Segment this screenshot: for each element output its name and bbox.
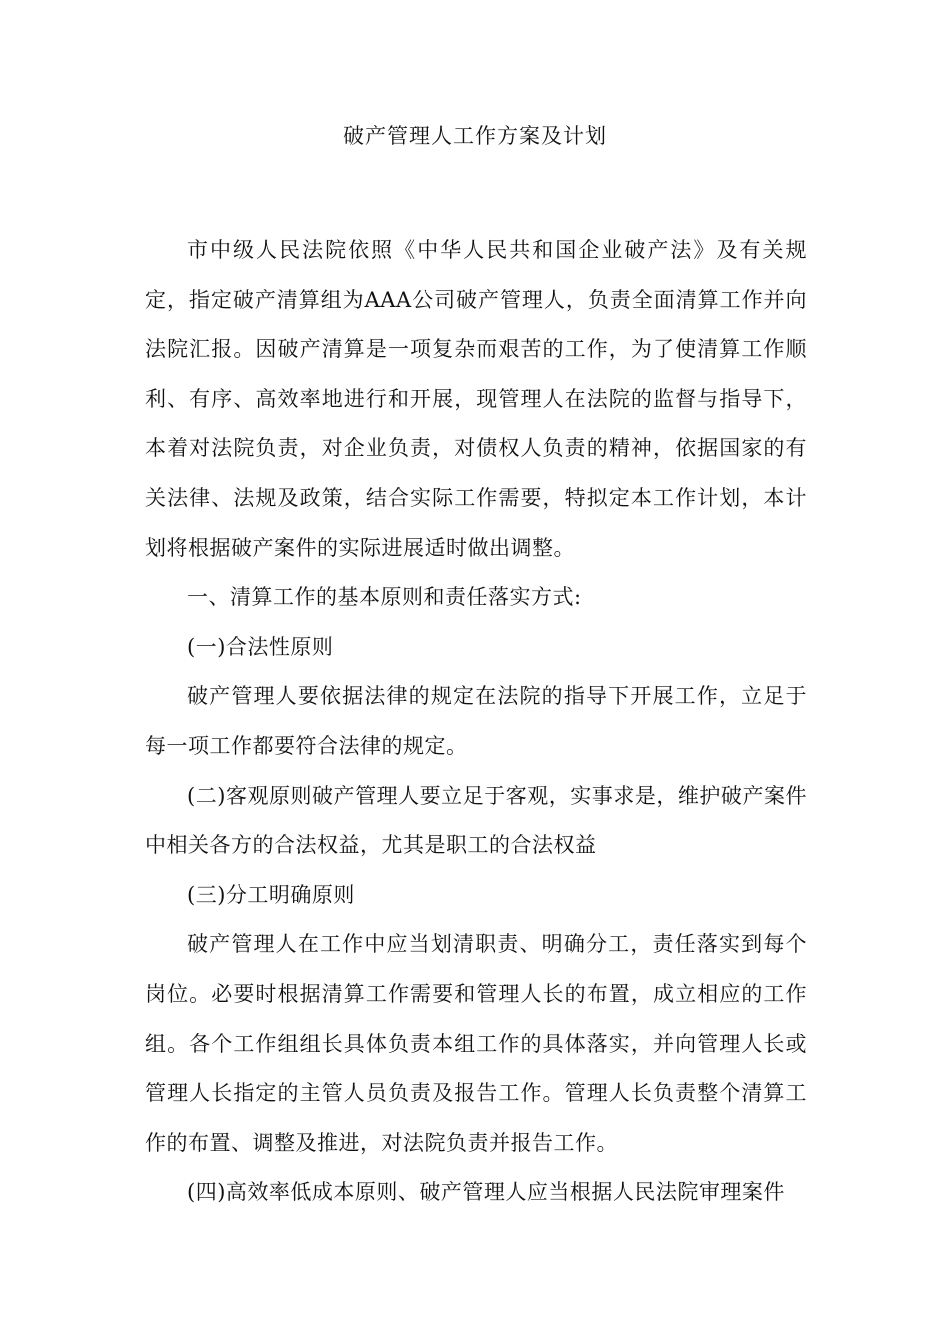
paragraph-efficiency: (四)高效率低成本原则、破产管理人应当根据人民法院审理案件 bbox=[187, 1180, 785, 1205]
subheading-legality: (一)合法性原则 bbox=[187, 634, 334, 659]
document-title: 破产管理人工作方案及计划 bbox=[343, 124, 607, 148]
paragraph-division-of-labor: 破产管理人在工作中应当划清职责、明确分工，责任落实到每个岗位。必要时根据清算工作需要和管理人长的布置，成立相应的工作组。各个工作组组长具体负责本组工作的具体落实，并向管理人长或管理人长指定的主管人员负责及报告工作。管理人长负责整个清算工作的布置、调整及推进，对法院负责并报告工作。 bbox=[145, 932, 807, 1155]
paragraph-legality: 破产管理人要依据法律的规定在法院的指导下开展工作，立足于每一项工作都要符合法律的规定。 bbox=[145, 684, 807, 758]
subheading-division-of-labor: (三)分工明确原则 bbox=[187, 882, 355, 907]
paragraph-intro: 市中级人民法院依照《中华人民共和国企业破产法》及有关规定，指定破产清算组为AAA公司破产管理人，负责全面清算工作并向法院汇报。因破产清算是一项复杂而艰苦的工作，为了使清算工作顺利、有序、高效率地进行和开展，现管理人在法院的监督与指导下，本着对法院负责，对企业负责，对债权人负责的精神，依据国家的有关法律、法规及政策，结合实际工作需要，特拟定本工作计划，本计划将根据破产案件的实际进展适时做出调整。 bbox=[145, 238, 807, 560]
paragraph-objectivity: (二)客观原则破产管理人要立足于客观，实事求是，维护破产案件中相关各方的合法权益，尤其是职工的合法权益 bbox=[145, 783, 807, 858]
document-body bbox=[145, 226, 807, 1218]
section-heading-principles: 一、清算工作的基本原则和责任落实方式: bbox=[187, 585, 582, 610]
